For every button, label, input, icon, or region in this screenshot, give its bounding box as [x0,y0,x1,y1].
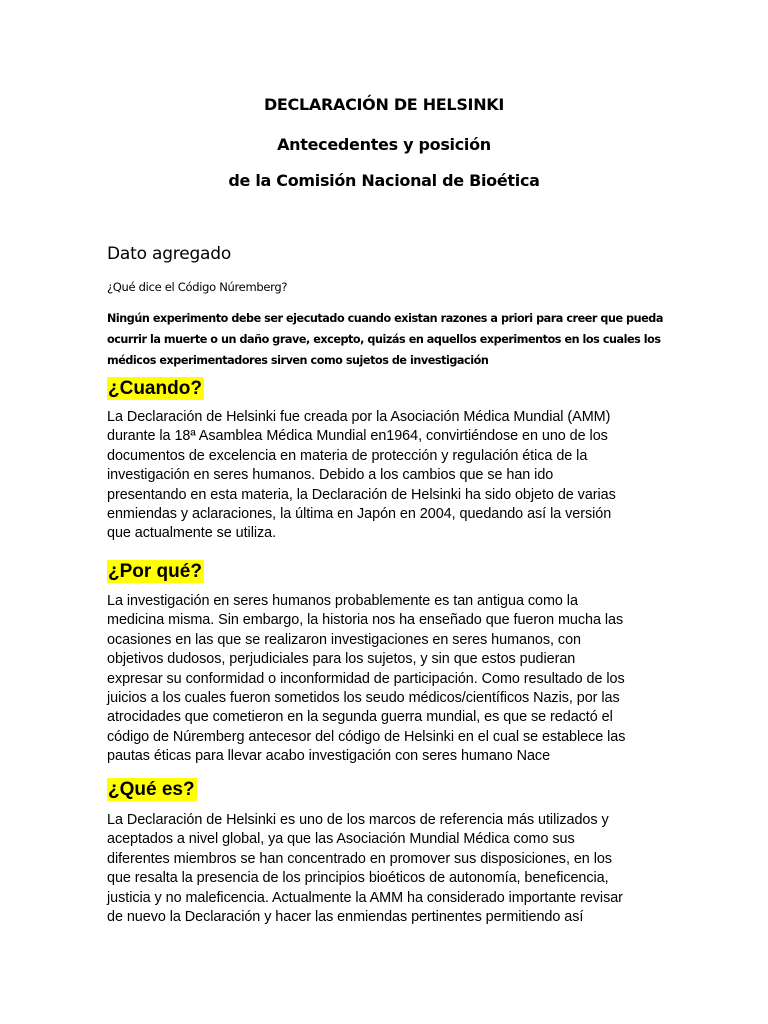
answer-line: ocurrir la muerte o un daño grave, excepto, quizás en aquellos experimentos en los cuales los [107,333,661,346]
paragraph-line: de nuevo la Declaración y hacer las enmiendas pertinentes permitiendo así [107,909,584,926]
nuremberg-question: ¿Qué dice el Código Núremberg? [107,280,288,294]
dato-agregado-heading: Dato agregado [107,244,232,264]
section-body-cuando [107,408,667,544]
paragraph-line: investigación en seres humanos. Debido a los cambios que se han ido [107,467,554,484]
paragraph-line: que actualmente se utiliza. [107,525,277,542]
paragraph-line: presentando en esta materia, la Declaración de Helsinki ha sido objeto de varias [107,486,616,503]
paragraph-line: enmiendas y aclaraciones, la última en Japón en 2004, quedando así la versión [107,506,612,523]
section-heading-por-que: ¿Por qué? [108,561,202,582]
paragraph-line: juicios a los cuales fueron sometidos los seudo médicos/científicos Nazis, por las [107,690,620,707]
paragraph-line: que resalta la presencia de los principios bioéticos de autonomía, beneficencia, [107,870,609,887]
paragraph-line: objetivos dudosos, perjudiciales para los sujetos, y sin que estos pudieran [107,651,576,668]
paragraph-line: expresar su conformidad o inconformidad de participación. Como resultado de los [107,670,625,687]
paragraph-line: documentos de excelencia en materia de protección y regulación ética de la [107,447,588,464]
paragraph-line: La Declaración de Helsinki es uno de los marcos de referencia más utilizados y [107,812,609,828]
paragraph-line: durante la 18ª Asamblea Médica Mundial en1964, convirtiéndose en uno de los [107,428,608,445]
paragraph-line: La investigación en seres humanos probablemente es tan antigua como la [107,593,578,609]
document-title: DECLARACIÓN DE HELSINKI [263,95,505,114]
section-heading-que-es: ¿Qué es? [108,779,195,800]
paragraph-line: aceptados a nivel global, ya que las Asociación Mundial Médica como sus [107,831,575,848]
paragraph-line: La Declaración de Helsinki fue creada por la Asociación Médica Mundial (AMM) [107,409,611,425]
paragraph-line: medicina misma. Sin embargo, la historia nos ha enseñado que fueron mucha las [107,612,624,629]
section-body-por-que [107,592,667,767]
answer-line: médicos experimentadores sirven como sujetos de investigación [107,354,489,367]
paragraph-line: justicia y no maleficencia. Actualmente la AMM ha considerado importante revisar [107,889,623,906]
section-heading-cuando: ¿Cuando? [108,378,202,399]
document-subtitle: Antecedentes y posición [277,135,491,154]
nuremberg-answer [107,308,667,371]
paragraph-line: ocasiones en las que se realizaron investigaciones en seres humanos, con [107,631,581,648]
document-subtitle-2: de la Comisión Nacional de Bioética [228,171,540,190]
section-body-que-es [107,811,667,927]
paragraph-line: código de Núremberg antecesor del código de Helsinki en el cual se establece las [107,728,626,745]
answer-line: Ningún experimento debe ser ejecutado cuando existan razones a priori para creer que pueda [107,312,663,325]
paragraph-line: diferentes miembros se han concentrado en promover sus disposiciones, en los [107,850,612,867]
paragraph-line: pautas éticas para llevar acabo investigación con seres humano Nace [107,748,551,765]
paragraph-line: atrocidades que cometieron en la segunda guerra mundial, es que se redactó el [107,709,613,726]
